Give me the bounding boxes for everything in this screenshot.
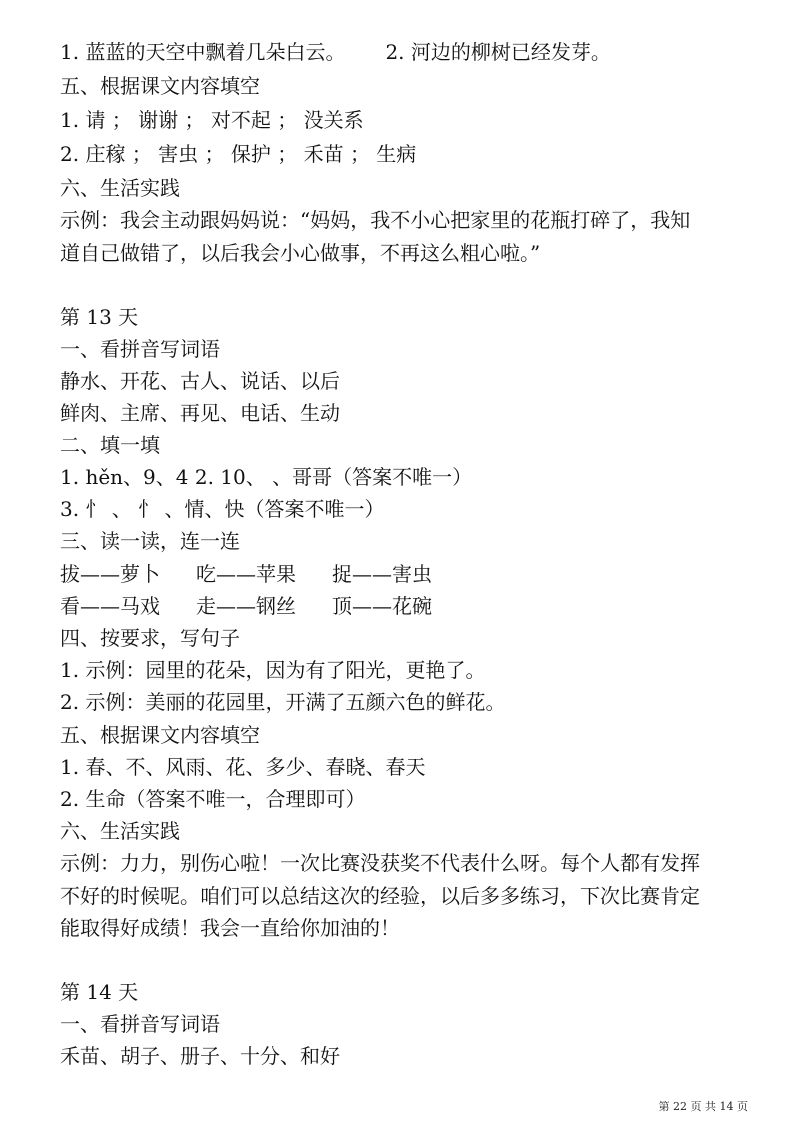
- day13-section4-heading: 四、按要求，写句子: [60, 626, 240, 650]
- match-pair: 捉——害虫: [332, 562, 432, 586]
- prev-q4-item-2: 2. 河边的柳树已经发芽。: [385, 40, 611, 64]
- prev-section5-line-1: 1. 请 ； 谢谢 ； 对不起 ； 没关系: [60, 108, 364, 132]
- prev-section5-heading: 五、根据课文内容填空: [60, 74, 260, 98]
- match-pair: 吃——苹果: [196, 562, 296, 586]
- day14-title: 第 14 天: [60, 980, 139, 1004]
- prev-section6-line-2: 道自己做错了，以后我会小心做事，不再这么粗心啦。”: [60, 241, 541, 265]
- day13-section3-row-2: [60, 590, 432, 622]
- day13-section3-row-1: [60, 558, 432, 590]
- day13-section6-heading: 六、生活实践: [60, 819, 180, 843]
- day13-section2-line-2: 3. 忄 、 忄 、情、快（答案不唯一）: [60, 497, 385, 521]
- prev-q4-item-1: 1. 蓝蓝的天空中飘着几朵白云。: [60, 40, 346, 64]
- day13-section4-line-1: 1. 示例：园里的花朵，因为有了阳光，更艳了。: [60, 658, 486, 682]
- day14-section1-heading: 一、看拼音写词语: [60, 1012, 220, 1036]
- prev-q4-answers: [60, 36, 611, 68]
- day13-section5-line-1: 1. 春、不、风雨、花、多少、春晓、春天: [60, 755, 426, 779]
- day13-section1-heading: 一、看拼音写词语: [60, 337, 220, 361]
- match-pair: 看——马戏: [60, 594, 160, 618]
- day13-section5-heading: 五、根据课文内容填空: [60, 723, 260, 747]
- day13-section3-heading: 三、读一读，连一连: [60, 529, 240, 553]
- day14-section1-line-1: 禾苗、胡子、册子、十分、和好: [60, 1044, 340, 1068]
- prev-section6-heading: 六、生活实践: [60, 176, 180, 200]
- match-pair: 走——钢丝: [196, 594, 296, 618]
- day13-title: 第 13 天: [60, 305, 139, 329]
- day13-section5-line-2: 2. 生命（答案不唯一，合理即可）: [60, 787, 366, 811]
- day13-section2-line-1: 1. hěn、9、4 2. 10、 、哥哥（答案不唯一）: [60, 465, 473, 489]
- match-pair: 顶——花碗: [332, 594, 432, 618]
- day13-section6-line-1: 示例：力力，别伤心啦！一次比赛没获奖不代表什么呀。每个人都有发挥: [60, 851, 700, 875]
- day13-section6-line-2: 不好的时候呢。咱们可以总结这次的经验，以后多多练习，下次比赛肯定: [60, 884, 700, 908]
- day13-section2-heading: 二、填一填: [60, 433, 160, 457]
- day13-section1-line-1: 静水、开花、古人、说话、以后: [60, 369, 340, 393]
- day13-section1-line-2: 鲜肉、主席、再见、电话、生动: [60, 401, 340, 425]
- match-pair: 拔——萝卜: [60, 562, 160, 586]
- day13-section6-line-3: 能取得好成绩！我会一直给你加油的！: [60, 916, 400, 940]
- prev-section6-line-1: 示例：我会主动跟妈妈说：“妈妈，我不小心把家里的花瓶打碎了，我知: [60, 208, 691, 232]
- page-footer: 第 22 页 共 14 页: [658, 1100, 748, 1113]
- prev-section5-line-2: 2. 庄稼 ； 害虫 ； 保护 ； 禾苗 ； 生病: [60, 142, 417, 166]
- day13-section4-line-2: 2. 示例：美丽的花园里，开满了五颜六色的鲜花。: [60, 690, 506, 714]
